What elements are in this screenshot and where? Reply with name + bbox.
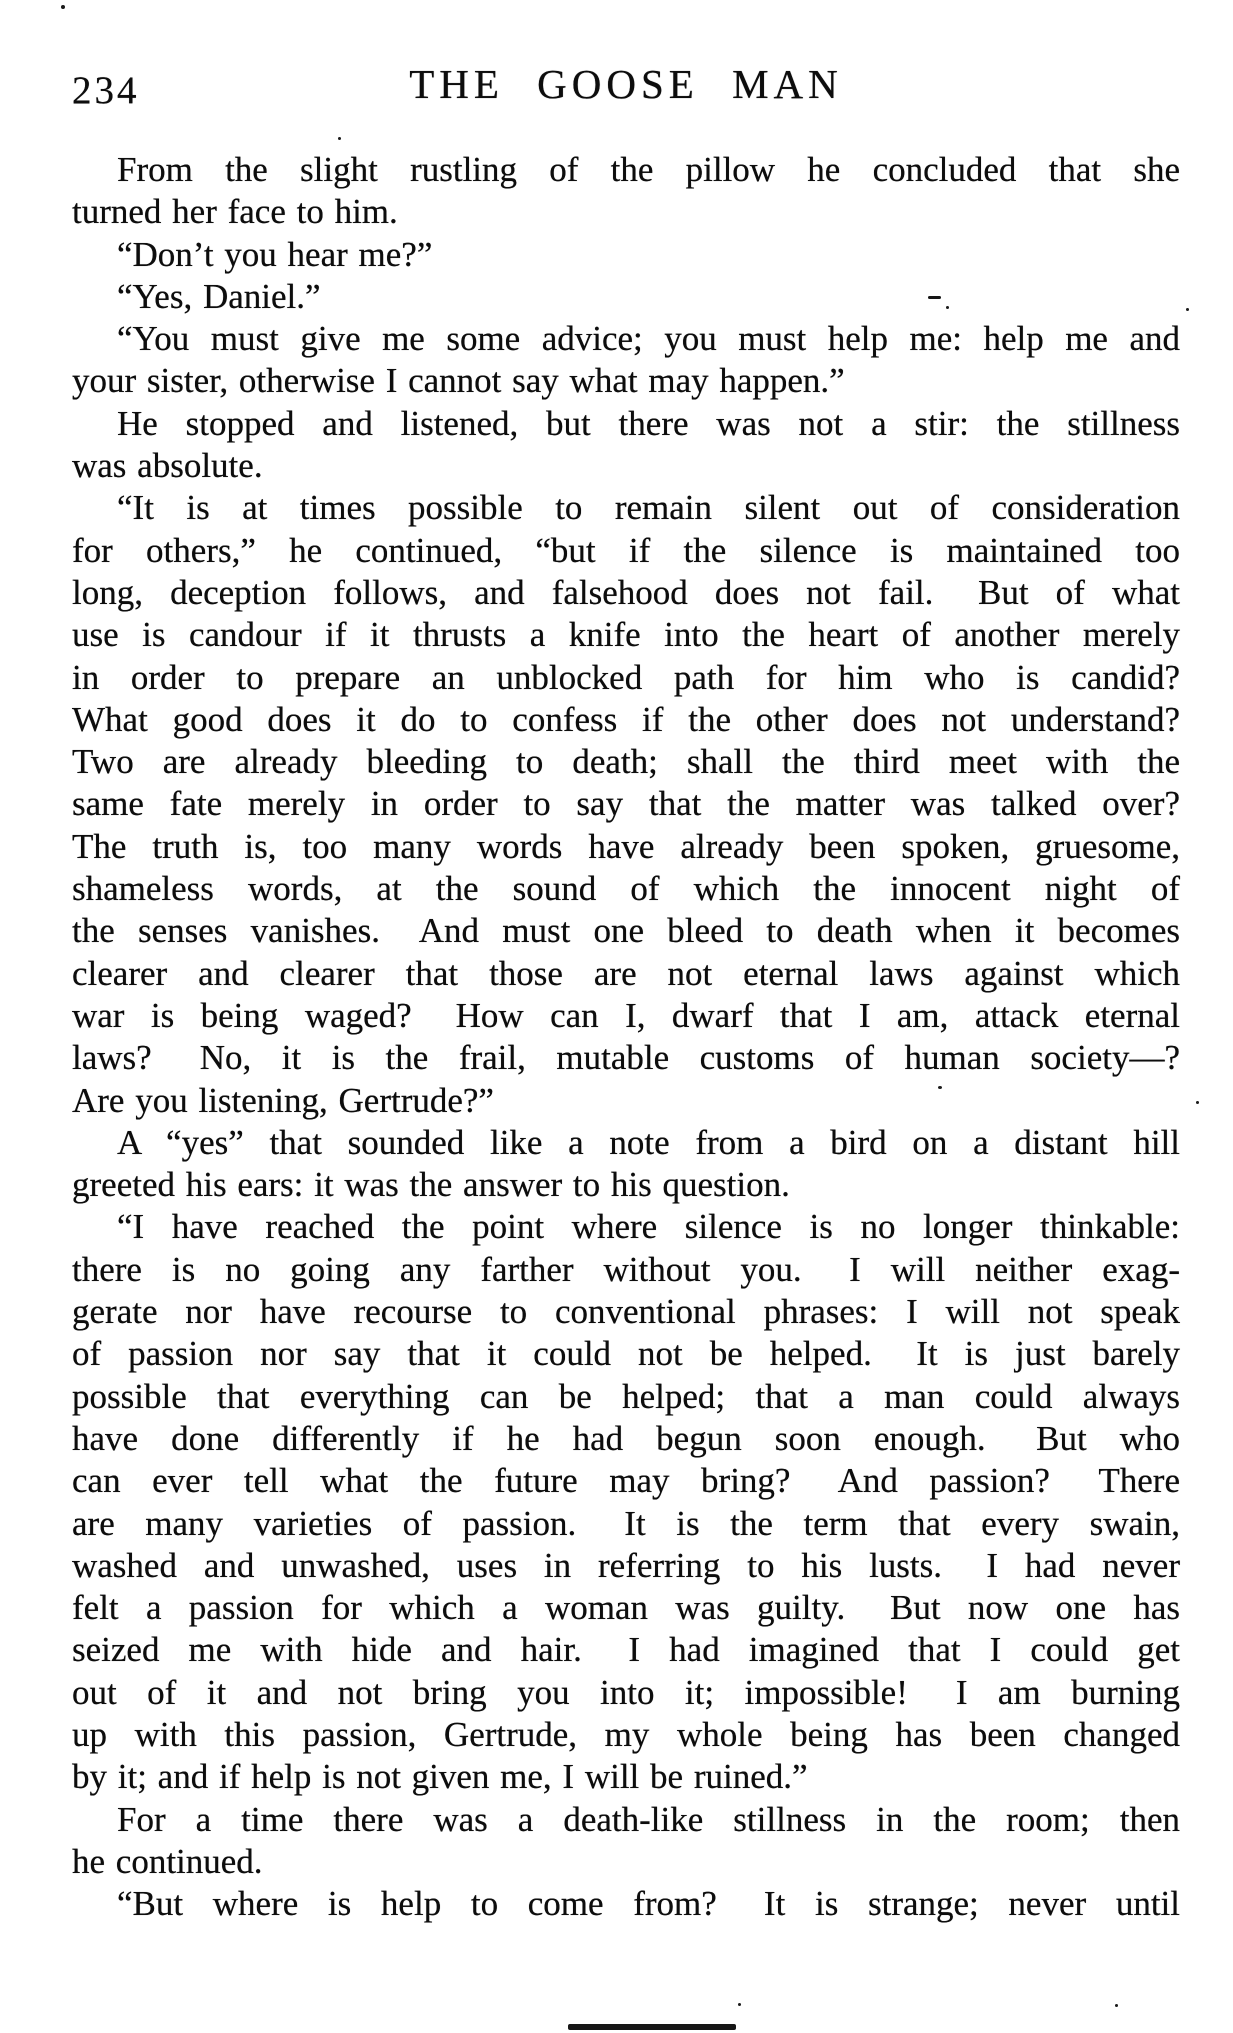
text-line: are many varieties of passion. It is the term that every swain,: [72, 1503, 1180, 1543]
scan-speck: [938, 1086, 942, 1089]
text-line: possible that everything can be helped; that a man could always: [72, 1376, 1180, 1416]
text-line: can ever tell what the future may bring? And passion? There: [72, 1461, 1180, 1501]
text-line: he continued.: [72, 1841, 263, 1881]
scan-mark: [928, 296, 941, 299]
text-line: The truth is, too many words have already been spoken, gruesome,: [72, 826, 1180, 866]
scan-speck: [1186, 308, 1189, 311]
running-title: THE GOOSE MAN: [409, 61, 843, 107]
text-line: Two are already bleeding to death; shall the third meet with the: [72, 742, 1180, 782]
text-line: “It is at times possible to remain silent out of consideration: [117, 488, 1180, 528]
text-line: gerate nor have recourse to conventional phrases: I will not speak: [72, 1292, 1180, 1332]
text-line: was absolute.: [72, 446, 263, 486]
text-line: “Don’t you hear me?”: [117, 234, 433, 274]
text-line: use is candour if it thrusts a knife into the heart of another merely: [72, 615, 1180, 655]
scan-speck: [946, 306, 949, 309]
text-line: of passion nor say that it could not be helped. It is just barely: [72, 1334, 1180, 1374]
text-line: laws? No, it is the frail, mutable customs of human society—?: [72, 1038, 1180, 1078]
text-line: clearer and clearer that those are not eternal laws against which: [72, 953, 1180, 993]
text-line: up with this passion, Gertrude, my whole being has been changed: [72, 1714, 1180, 1754]
scan-bar: [568, 2024, 736, 2030]
text-line: He stopped and listened, but there was not a stir: the stillness: [117, 403, 1180, 443]
scan-speck: [338, 137, 341, 140]
text-line: by it; and if help is not given me, I will be ruined.”: [72, 1757, 808, 1797]
text-line: have done differently if he had begun soon enough. But who: [72, 1418, 1180, 1458]
text-line: shameless words, at the sound of which the innocent night of: [72, 869, 1180, 909]
text-line: long, deception follows, and falsehood does not fail. But of what: [72, 572, 1180, 612]
text-line: A “yes” that sounded like a note from a bird on a distant hill: [117, 1122, 1180, 1162]
text-line: “Yes, Daniel.”: [117, 276, 321, 316]
text-line: felt a passion for which a woman was guilty. But now one has: [72, 1588, 1180, 1628]
text-line: turned her face to him.: [72, 192, 398, 232]
page-number: 234: [72, 69, 140, 112]
scan-speck: [1196, 1101, 1199, 1104]
text-line: “I have reached the point where silence is no longer thinkable:: [117, 1207, 1180, 1247]
text-line: for others,” he continued, “but if the silence is maintained too: [72, 530, 1180, 570]
text-line: “You must give me some advice; you must help me: help me and: [117, 319, 1180, 359]
text-line: your sister, otherwise I cannot say what may happen.”: [72, 361, 845, 401]
text-line: war is being waged? How can I, dwarf that I am, attack eternal: [72, 995, 1180, 1035]
text-line: “But where is help to come from? It is strange; never until: [117, 1884, 1180, 1924]
text-line: same fate merely in order to say that the matter was talked over?: [72, 784, 1180, 824]
text-line: the senses vanishes. And must one bleed to death when it becomes: [72, 911, 1180, 951]
text-line: out of it and not bring you into it; impossible! I am burning: [72, 1672, 1180, 1712]
text-line: Are you listening, Gertrude?”: [72, 1080, 494, 1120]
text-line: What good does it do to confess if the other does not understand?: [72, 699, 1180, 739]
page-text-block: [72, 149, 1180, 1925]
text-line: seized me with hide and hair. I had imagined that I could get: [72, 1630, 1180, 1670]
scan-speck: [738, 2003, 741, 2006]
text-line: in order to prepare an unblocked path for him who is candid?: [72, 657, 1180, 697]
text-line: From the slight rustling of the pillow he concluded that she: [117, 150, 1180, 189]
text-line: greeted his ears: it was the answer to his question.: [72, 1165, 790, 1205]
text-line: there is no going any farther without you. I will neither exag-: [72, 1249, 1180, 1289]
scan-speck: [61, 5, 65, 9]
text-line: washed and unwashed, uses in referring to his lusts. I had never: [72, 1545, 1180, 1585]
scan-speck: [1115, 2004, 1118, 2007]
text-line: For a time there was a death-like stillness in the room; then: [117, 1799, 1180, 1839]
